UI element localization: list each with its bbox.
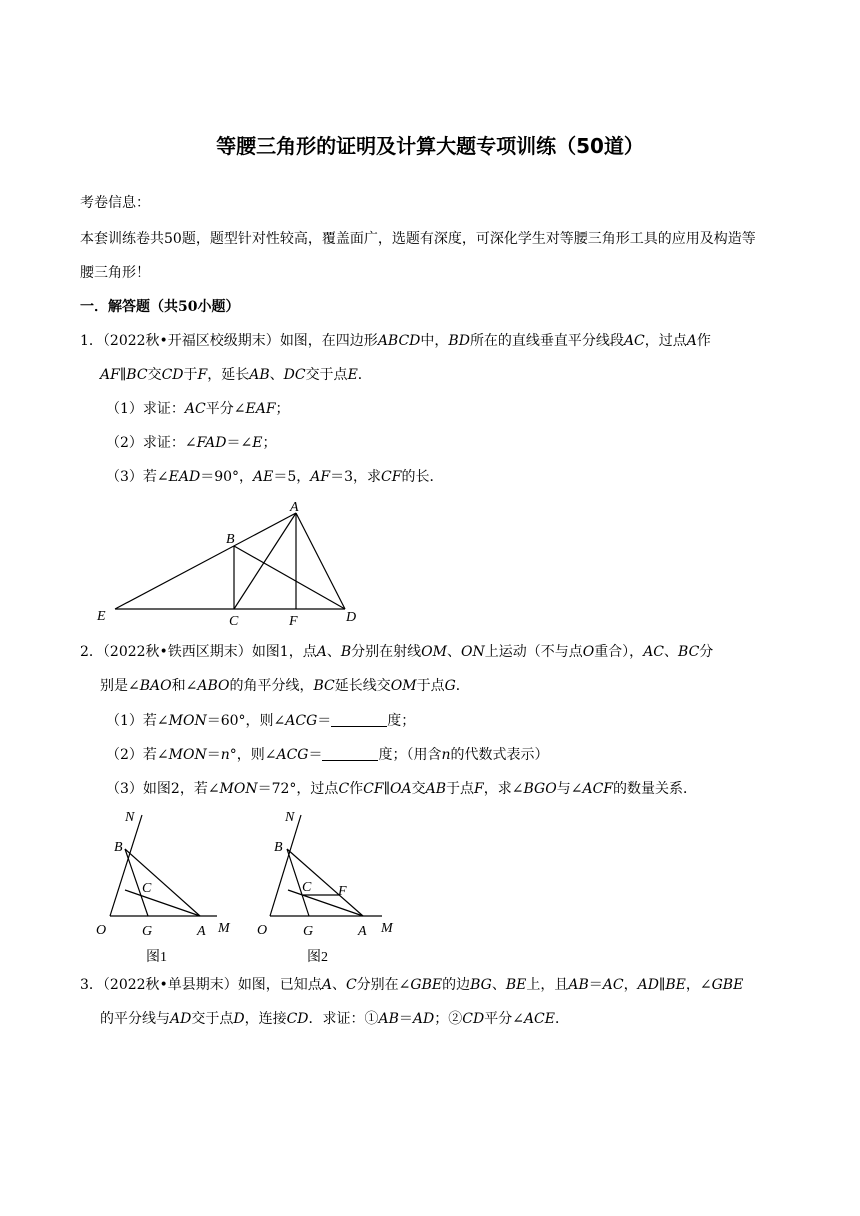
label-N: N [285, 810, 295, 825]
label-E: E [97, 609, 106, 624]
q3-text: ＝ [398, 1011, 413, 1027]
q1-text: ＝90°， [200, 469, 254, 485]
q2-part-2 [106, 745, 549, 765]
q1-part-1 [106, 399, 290, 419]
q2-math: AC [643, 644, 665, 660]
q1-text: 交于点 [305, 367, 348, 383]
q3-text: ，∠ [685, 977, 712, 993]
q1-math: AF [310, 469, 331, 485]
q2-text: 延长线交 [334, 678, 391, 694]
q1-text: （1）求证： [106, 401, 185, 417]
answer-blank[interactable] [331, 712, 387, 727]
q2-text: （1）若∠ [106, 713, 169, 729]
q1-text: ＝∠ [226, 435, 253, 451]
q2-math: MON [168, 747, 207, 763]
q1-math: CF [381, 469, 402, 485]
q2-part-3 [106, 779, 697, 799]
q3-text: 交于点 [191, 1011, 234, 1027]
label-O: O [96, 923, 107, 938]
answer-blank[interactable] [322, 746, 378, 761]
q2-math: MON [168, 713, 207, 729]
q1-math: CD [161, 367, 184, 383]
q2-part-1 [106, 711, 415, 731]
ray-ON [270, 815, 301, 916]
q2-math: O [582, 644, 595, 660]
q2-math: ACG [285, 713, 318, 729]
q3-math: ACE [523, 1011, 555, 1027]
q3-text: 、 [491, 977, 506, 993]
q2-text: 度；（用含 [378, 747, 442, 763]
figure-caption: 图2 [307, 950, 328, 965]
q2-text: 和∠ [171, 678, 198, 694]
q2-math: A [316, 644, 327, 660]
q2-text: 的角平分线， [229, 678, 314, 694]
q3-math: AB [568, 977, 589, 993]
q2-math: G [444, 678, 456, 694]
q2-text: ＝72°，过点 [257, 781, 339, 797]
q3-math: GBE [410, 977, 443, 993]
q1-text: ＝3，求 [330, 469, 382, 485]
q1-text: 于 [183, 367, 198, 383]
q1-math: AF∥BC [100, 367, 148, 383]
q1-text: 作 [696, 333, 711, 349]
q2-text: 分别在射线 [351, 644, 422, 660]
q3-math: AD∥BE [637, 977, 686, 993]
q2-math: AB [425, 781, 447, 797]
q2-text: 重合）， [594, 644, 644, 660]
q3-text: 上，且 [526, 977, 569, 993]
figure-caption: 图1 [146, 950, 167, 965]
q3-math: D [233, 1011, 245, 1027]
q2-text: 与∠ [556, 781, 583, 797]
label-M: M [381, 921, 393, 936]
label-N: N [125, 810, 135, 825]
q3-number: 3． [80, 977, 103, 993]
q2-number: 2． [80, 644, 103, 660]
label-A: A [358, 924, 367, 939]
q2-math: BC [313, 678, 335, 694]
q1-math: E [252, 435, 263, 451]
q1-text: ，过点 [644, 333, 687, 349]
q2-math: OM [421, 644, 447, 660]
segment-EA [115, 513, 296, 609]
segment-AC [125, 890, 200, 916]
label-C: C [229, 614, 239, 629]
section-heading: 一．解答题（共50小题） [80, 299, 240, 315]
label-O: O [257, 923, 268, 938]
label-A: A [197, 924, 206, 939]
q2-math: n [220, 747, 230, 763]
q2-text: 如图1，点 [251, 644, 317, 660]
q2-text: 分 [699, 644, 714, 660]
q1-text: 交 [147, 367, 162, 383]
q1-math: AE [253, 469, 274, 485]
q2-source: （2022秋•铁西区期末） [102, 644, 252, 660]
q3-text: 分别在∠ [356, 977, 411, 993]
segment-AC [234, 513, 296, 609]
q2-text: 交 [411, 781, 426, 797]
q2-text: 于点 [416, 678, 445, 694]
q2-math: F [474, 781, 484, 797]
q3-math: AD [412, 1011, 435, 1027]
q1-math: FAD [196, 435, 227, 451]
q2-text: 作 [349, 781, 364, 797]
label-M: M [218, 921, 230, 936]
info-text-line-1: 本套训练卷共50题，题型针对性较高，覆盖面广，选题有深度，可深化学生对等腰三角形工具的应用及构造等 [80, 231, 756, 247]
q2-math: OM [390, 678, 417, 694]
q2-math: BC [678, 644, 700, 660]
q3-text: 平分∠ [484, 1011, 524, 1027]
q1-text: 如图，在四边形 [279, 333, 378, 349]
q1-math: EAD [168, 469, 201, 485]
q1-text: ． [357, 367, 372, 383]
q1-math: ABCD [377, 333, 421, 349]
q2-text: （3）如图2，若∠ [106, 781, 220, 797]
q2-math: ACF [582, 781, 613, 797]
ray-ON [110, 815, 142, 916]
q3-math: BE [505, 977, 527, 993]
q2-math: ON [460, 644, 485, 660]
q1-part-3 [106, 467, 443, 487]
q2-math: B [340, 644, 352, 660]
q2-text: ＝ [308, 747, 323, 763]
info-text-line-2: 腰三角形！ [80, 265, 150, 281]
label-A: A [290, 500, 299, 515]
q3-math: AC [602, 977, 624, 993]
q3-stem-line-2 [100, 1009, 569, 1029]
q1-part-2 [106, 433, 276, 453]
q2-text: 的代数式表示） [450, 747, 549, 763]
q3-stem-line-1 [80, 975, 743, 995]
q2-text: 、 [664, 644, 679, 660]
q1-text: ； [275, 401, 290, 417]
q3-math: CD [286, 1011, 309, 1027]
q2-math: ABO [197, 678, 230, 694]
q2-text: ． [455, 678, 470, 694]
q1-math: AC [623, 333, 645, 349]
q2-stem-line-1 [80, 642, 713, 662]
q1-text: 的长． [401, 469, 444, 485]
q3-math: GBE [711, 977, 744, 993]
q1-text: ＝5， [273, 469, 311, 485]
q3-text: ， [623, 977, 638, 993]
label-D: D [346, 610, 357, 625]
q2-text: ＝ [206, 747, 221, 763]
q1-text: 平分∠ [205, 401, 246, 417]
q1-math: F [197, 367, 208, 383]
q3-text: ．求证：① [308, 1011, 379, 1027]
label-C: C [302, 880, 312, 895]
q3-math: CD [462, 1011, 485, 1027]
q1-text: （3）若∠ [106, 469, 169, 485]
page-title: 等腰三角形的证明及计算大题专项训练（50道） [216, 134, 644, 158]
q2-text: 别是∠ [100, 678, 140, 694]
q3-math: A [321, 977, 332, 993]
q1-number: 1． [80, 333, 103, 349]
q1-math: DC [283, 367, 306, 383]
q3-text: ． [554, 1011, 569, 1027]
q2-text: ＝ [317, 713, 332, 729]
q2-stem-line-2 [100, 676, 470, 696]
segment-AC [288, 890, 363, 916]
q1-text: 所在的直线垂直平分线段 [469, 333, 624, 349]
q2-text: 上运动（不与点 [484, 644, 583, 660]
q2-math: CF∥OA [363, 781, 412, 797]
q1-math: AB [249, 367, 270, 383]
label-B: B [274, 840, 283, 855]
label-C: C [142, 881, 152, 896]
q2-text: 度； [387, 713, 416, 729]
q2-math: n [441, 747, 451, 763]
q1-text: ； [262, 435, 277, 451]
q1-stem-line-2 [100, 365, 372, 385]
label-G: G [303, 924, 314, 939]
q3-text: ；② [434, 1011, 463, 1027]
q3-math: BG [470, 977, 492, 993]
label-G: G [142, 924, 153, 939]
q2-math: C [338, 781, 350, 797]
q1-text: 、 [269, 367, 284, 383]
info-label: 考卷信息： [80, 195, 150, 211]
q1-math: BD [448, 333, 470, 349]
q2-text: ，求∠ [483, 781, 524, 797]
q3-text: ，连接 [244, 1011, 287, 1027]
q2-text: 、 [446, 644, 461, 660]
q2-text: 、 [326, 644, 341, 660]
q1-stem-line-1 [80, 331, 711, 351]
q3-text: 如图，已知点 [237, 977, 322, 993]
label-F: F [289, 614, 298, 629]
q1-math: E [347, 367, 358, 383]
q1-text: 中， [420, 333, 449, 349]
q1-math: AC [184, 401, 206, 417]
label-B: B [114, 840, 123, 855]
q3-source: （2022秋•单县期末） [102, 977, 238, 993]
q3-math: AB [378, 1011, 399, 1027]
q3-text: ＝ [588, 977, 603, 993]
q2-text: （2）若∠ [106, 747, 169, 763]
q2-math: MON [219, 781, 258, 797]
q1-math: A [686, 333, 697, 349]
q2-text: 的数量关系． [613, 781, 697, 797]
q1-text: ，延长 [207, 367, 250, 383]
q2-figure-1 [92, 805, 242, 967]
q1-source: （2022秋•开福区校级期末） [102, 333, 280, 349]
q1-figure [90, 498, 380, 632]
q2-math: BAO [139, 678, 172, 694]
q2-text: ＝60°，则∠ [206, 713, 286, 729]
q3-text: 、 [331, 977, 346, 993]
q3-text: 的边 [442, 977, 471, 993]
q1-math: EAF [245, 401, 276, 417]
q2-math: BGO [523, 781, 557, 797]
q2-figure-2 [252, 805, 402, 967]
q2-text: °，则∠ [229, 747, 277, 763]
label-B: B [226, 532, 235, 547]
label-F: F [338, 884, 347, 899]
q1-text: （2）求证：∠ [106, 435, 197, 451]
q3-math: C [345, 977, 357, 993]
q2-text: 于点 [446, 781, 475, 797]
q3-math: AD [170, 1011, 192, 1027]
q3-text: 的平分线与 [100, 1011, 170, 1027]
q2-math: ACG [276, 747, 309, 763]
